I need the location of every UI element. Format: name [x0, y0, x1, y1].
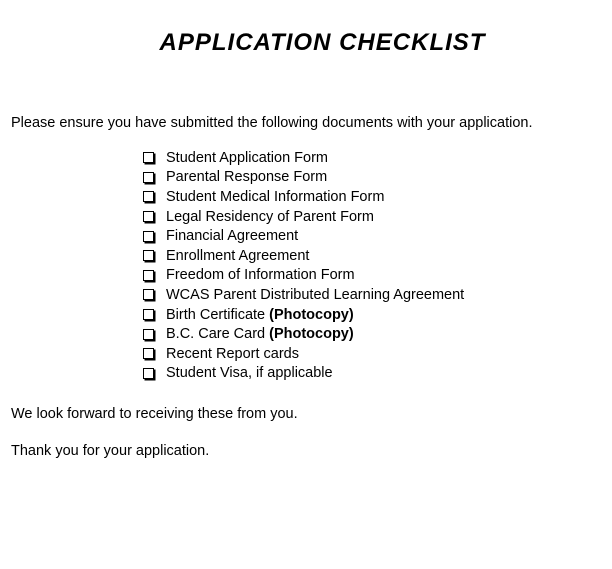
checklist-item	[143, 305, 464, 325]
checklist-item	[143, 226, 464, 246]
checklist-item-label: Legal Residency of Parent Form	[166, 208, 374, 225]
checklist-item	[143, 364, 464, 384]
checklist-item	[143, 187, 464, 207]
checklist-item	[143, 246, 464, 266]
checklist-item	[143, 207, 464, 227]
checklist-item-label: Birth Certificate	[166, 306, 266, 323]
checkbox-icon[interactable]	[143, 172, 154, 183]
checklist-item	[143, 324, 464, 344]
checklist-item-label: B.C. Care Card	[166, 326, 266, 343]
photocopy-note: (Photocopy)	[269, 306, 354, 323]
checkbox-icon[interactable]	[143, 250, 154, 261]
photocopy-note: (Photocopy)	[269, 326, 354, 343]
checkbox-icon[interactable]	[143, 231, 154, 242]
checkbox-icon[interactable]	[143, 289, 154, 300]
thanks-text: Thank you for your application.	[11, 443, 210, 459]
checklist-item-label: Parental Response Form	[166, 169, 328, 186]
checklist-item-label: WCAS Parent Distributed Learning Agreement	[166, 286, 465, 303]
checklist-item-label: Student Medical Information Form	[166, 188, 385, 205]
checklist-item	[143, 148, 464, 168]
checkbox-icon[interactable]	[143, 329, 154, 340]
checklist-item	[143, 168, 464, 188]
page-title: APPLICATION CHECKLIST	[159, 29, 486, 56]
closing-text: We look forward to receiving these from you.	[11, 406, 298, 422]
checklist-item	[143, 285, 464, 305]
checkbox-icon[interactable]	[143, 211, 154, 222]
checklist-item	[143, 266, 464, 286]
intro-text: Please ensure you have submitted the following documents with your application.	[11, 115, 533, 131]
checkbox-icon[interactable]	[143, 191, 154, 202]
checkbox-icon[interactable]	[143, 152, 154, 163]
checklist-item-label: Student Application Form	[166, 149, 329, 166]
checklist-item-label: Financial Agreement	[166, 228, 299, 245]
checklist-item	[143, 344, 464, 364]
checklist-item-label: Recent Report cards	[166, 345, 299, 362]
checkbox-icon[interactable]	[143, 270, 154, 281]
checkbox-icon[interactable]	[143, 309, 154, 320]
checklist-item-label: Enrollment Agreement	[166, 247, 310, 264]
document-checklist	[143, 148, 464, 383]
checkbox-icon[interactable]	[143, 368, 154, 379]
checkbox-icon[interactable]	[143, 348, 154, 359]
checklist-item-label: Student Visa, if applicable	[166, 365, 333, 382]
checklist-item-label: Freedom of Information Form	[166, 267, 355, 284]
